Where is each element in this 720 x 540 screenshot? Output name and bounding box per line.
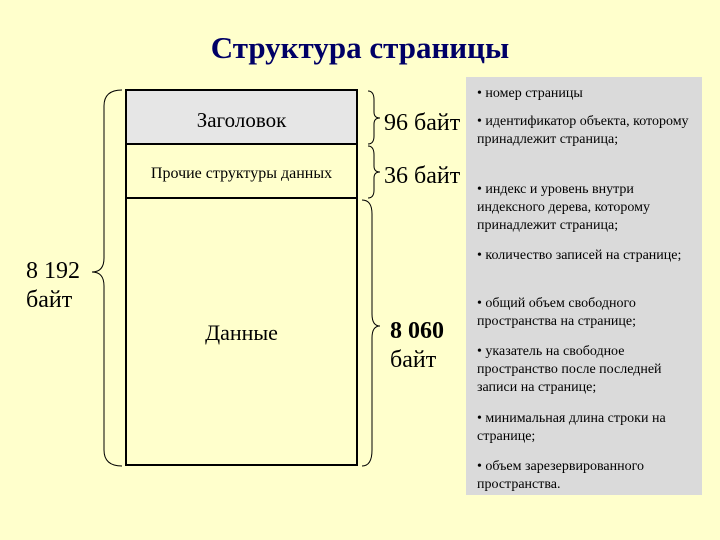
header-field-item: • объем зарезервированного пространства. [477,459,644,492]
total-size-brace [92,90,122,466]
total-size-unit: байт [26,287,73,313]
header-size-brace [368,91,380,144]
page-title: Структура страницы [210,30,510,65]
other-size: 36 байт [384,163,461,189]
header-section-label: Заголовок [196,108,287,132]
header-field-item: • указатель на свободное пространство после последней записи на странице; [477,344,662,395]
header-field-item: • общий объем свободного пространства на странице; [477,296,637,329]
other-size-brace [368,146,380,198]
total-size-number: 8 192 [26,258,80,284]
data-size-number: 8 060 [390,318,444,344]
data-size-brace [362,200,380,466]
data-section-label: Данные [205,320,278,345]
header-field-item: • номер страницы [477,86,583,101]
header-field-item: • идентификатор объекта, которому принадлежит страница; [477,114,689,147]
header-field-item: • количество записей на странице; [477,248,682,263]
header-field-item: • минимальная длина строки на странице; [477,411,666,444]
other-structures-label: Прочие структуры данных [150,165,333,182]
data-size-unit: байт [390,347,437,373]
header-field-item: • индекс и уровень внутри индексного дерева, которому принадлежит страница; [477,182,650,233]
header-size: 96 байт [384,110,461,136]
